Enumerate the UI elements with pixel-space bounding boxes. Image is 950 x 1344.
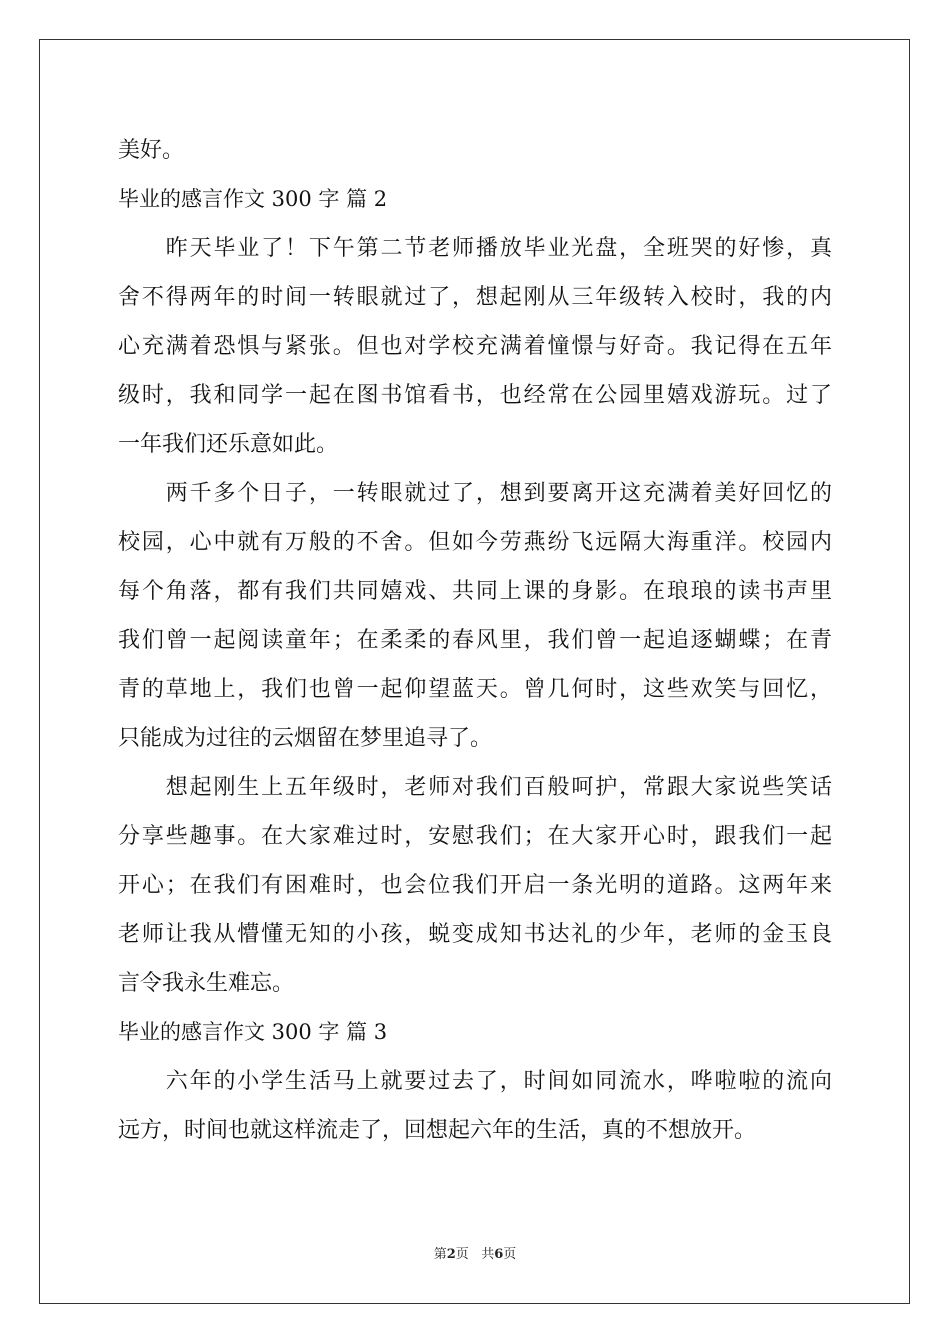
- paragraph-line: 想起刚生上五年级时，老师对我们百般呵护，常跟大家说些笑话: [118, 775, 832, 800]
- paragraph-line: 六年的小学生活马上就要过去了，时间如同流水，哗啦啦的流向: [118, 1069, 832, 1094]
- paragraph-line: 分享些趣事。在大家难过时，安慰我们；在大家开心时，跟我们一起: [118, 824, 832, 849]
- page-footer: [0, 1246, 950, 1264]
- paragraph-line: 我们曾一起阅读童年；在柔柔的春风里，我们曾一起追逐蝴蝶；在青: [118, 628, 832, 653]
- paragraph-line: 舍不得两年的时间一转眼就过了，想起刚从三年级转入校时，我的内: [118, 285, 832, 310]
- section-heading: 毕业的感言作文 300 字 篇 2: [118, 187, 388, 211]
- paragraph-line: 心充满着恐惧与紧张。但也对学校充满着憧憬与好奇。我记得在五年: [118, 334, 832, 359]
- paragraph-line: 两千多个日子，一转眼就过了，想到要离开这充满着美好回忆的: [118, 481, 832, 506]
- footer-current-page: 2: [446, 1247, 456, 1262]
- paragraph-line: 每个角落，都有我们共同嬉戏、共同上课的身影。在琅琅的读书声里: [118, 579, 832, 604]
- document-body: [118, 126, 832, 1155]
- section-heading: 毕业的感言作文 300 字 篇 3: [118, 1020, 388, 1044]
- paragraph-line: 昨天毕业了！下午第二节老师播放毕业光盘，全班哭的好惨，真: [118, 236, 832, 261]
- footer-total-prefix: 共: [481, 1247, 495, 1262]
- footer-total-pages: 6: [494, 1247, 504, 1262]
- paragraph-line: 级时，我和同学一起在图书馆看书，也经常在公园里嬉戏游玩。过了: [118, 383, 832, 408]
- paragraph-line: 青的草地上，我们也曾一起仰望蓝天。曾几何时，这些欢笑与回忆，: [118, 677, 832, 702]
- footer-page-word: 页: [455, 1247, 469, 1262]
- footer-prefix: 第: [433, 1247, 447, 1262]
- paragraph-line: 言令我永生难忘。: [118, 971, 295, 996]
- paragraph-line: 远方，时间也就这样流走了，回想起六年的生活，真的不想放开。: [118, 1118, 757, 1143]
- paragraph-line: 校园，心中就有万般的不舍。但如今劳燕纷飞远隔大海重洋。校园内: [118, 530, 832, 555]
- paragraph-line: 老师让我从懵懂无知的小孩，蜕变成知书达礼的少年，老师的金玉良: [118, 922, 832, 947]
- paragraph-line: 开心；在我们有困难时，也会位我们开启一条光明的道路。这两年来: [118, 873, 832, 898]
- footer-total-suffix: 页: [503, 1247, 517, 1262]
- paragraph-line: 美好。: [118, 138, 185, 163]
- paragraph-line: 只能成为过往的云烟留在梦里追寻了。: [118, 726, 493, 751]
- paragraph-line: 一年我们还乐意如此。: [118, 432, 339, 457]
